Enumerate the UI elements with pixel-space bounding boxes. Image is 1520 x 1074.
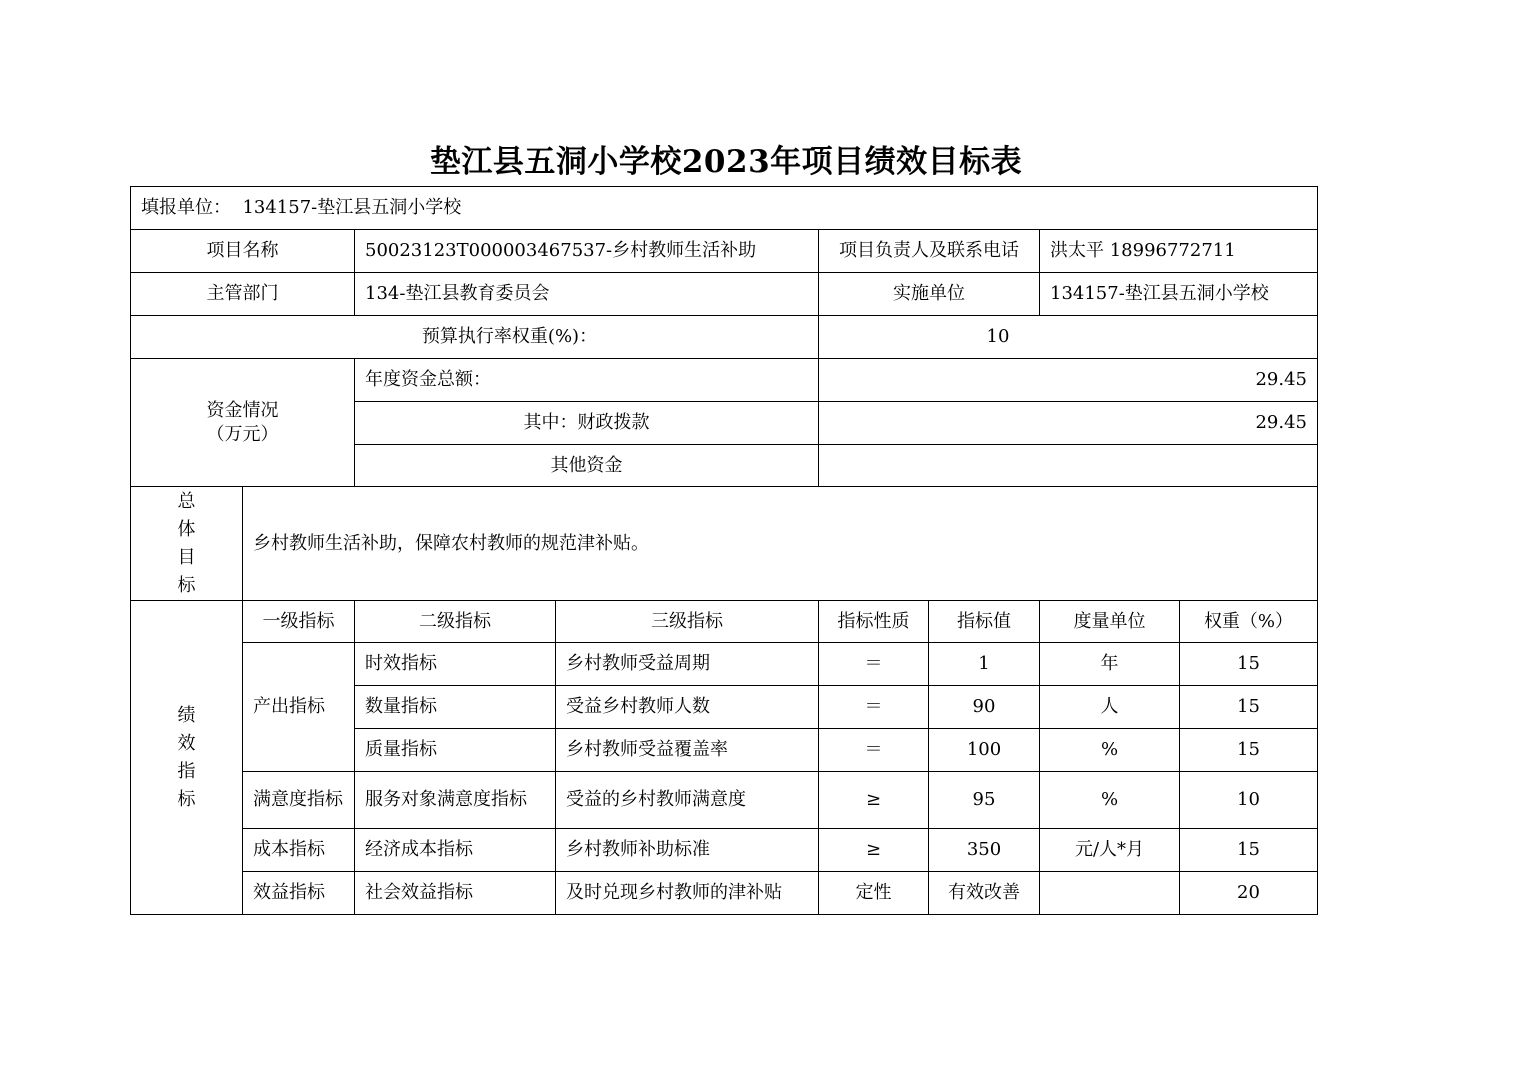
implementing-unit-label: 实施单位 [819,273,1040,316]
overall-goal-text: 乡村教师生活补助，保障农村教师的规范津补贴。 [243,487,1318,601]
overall-goal-row [131,487,1318,601]
value-cell: 有效改善 [929,872,1040,915]
performance-target-table [130,186,1318,915]
overall-goal-char: 标 [177,574,196,596]
unit-cell: 年 [1040,643,1180,686]
output-indicator-label: 产出指标 [243,643,355,772]
funds-other-label: 其他资金 [355,445,819,487]
weight-cell: 10 [1180,772,1318,829]
nature-cell: ＝ [819,643,929,686]
level2-cell: 服务对象满意度指标 [355,772,556,829]
level3-cell: 乡村教师补助标准 [556,829,819,872]
unit-cell [1040,872,1180,915]
overall-goal-char: 体 [177,518,196,540]
nature-cell: ≥ [819,829,929,872]
level3-cell: 受益乡村教师人数 [556,686,819,729]
level2-cell: 数量指标 [355,686,556,729]
overall-goal-label [131,487,243,601]
weight-cell: 15 [1180,729,1318,772]
unit-cell: % [1040,729,1180,772]
value-cell: 100 [929,729,1040,772]
funds-label [131,359,355,487]
funds-fiscal-value: 29.45 [819,402,1318,445]
weight-cell: 15 [1180,829,1318,872]
implementing-unit-value: 134157-垫江县五洞小学校 [1040,273,1318,316]
reporting-unit-label: 填报单位： [141,197,231,218]
weight-cell: 15 [1180,643,1318,686]
nature-cell: ＝ [819,686,929,729]
header-level1: 一级指标 [243,601,355,643]
level3-cell: 及时兑现乡村教师的津补贴 [556,872,819,915]
funds-total-row [131,359,1318,402]
indicators-char: 绩 [177,704,196,726]
level2-cell: 质量指标 [355,729,556,772]
budget-weight-value: 10 [819,316,1318,359]
reporting-unit-cell [131,187,1318,230]
funds-total-value: 29.45 [819,359,1318,402]
table-row [131,643,1318,686]
indicators-label [131,601,243,915]
project-name-row [131,230,1318,273]
department-label: 主管部门 [131,273,355,316]
value-cell: 1 [929,643,1040,686]
indicators-char: 标 [177,788,196,810]
value-cell: 350 [929,829,1040,872]
unit-cell: % [1040,772,1180,829]
header-unit: 度量单位 [1040,601,1180,643]
level2-cell: 时效指标 [355,643,556,686]
contact-label: 项目负责人及联系电话 [819,230,1040,273]
indicator-header-row [131,601,1318,643]
level2-cell: 社会效益指标 [355,872,556,915]
budget-weight-row [131,316,1318,359]
table-row [131,872,1318,915]
table-row [131,829,1318,872]
indicators-char: 指 [177,760,196,782]
header-level2: 二级指标 [355,601,556,643]
project-name-value: 50023123T000003467537-乡村教师生活补助 [355,230,819,273]
budget-weight-label: 预算执行率权重(%)： [131,316,819,359]
level2-cell: 经济成本指标 [355,829,556,872]
cost-indicator-label: 成本指标 [243,829,355,872]
table-row [131,772,1318,829]
level3-cell: 乡村教师受益周期 [556,643,819,686]
reporting-unit-row [131,187,1318,230]
page-title: 垫江县五洞小学校2023年项目绩效目标表 [429,144,1023,180]
contact-value: 洪太平 18996772711 [1040,230,1318,273]
weight-cell: 15 [1180,686,1318,729]
department-row [131,273,1318,316]
overall-goal-char: 总 [177,490,196,512]
header-weight: 权重（%） [1180,601,1318,643]
nature-cell: ＝ [819,729,929,772]
funds-label-line1: 资金情况 [206,399,279,421]
unit-cell: 元/人*月 [1040,829,1180,872]
overall-goal-char: 目 [177,546,196,568]
funds-other-value [819,445,1318,487]
indicators-char: 效 [177,732,196,754]
benefit-indicator-label: 效益指标 [243,872,355,915]
funds-label-line2: （万元） [206,423,279,445]
funds-fiscal-label: 其中：财政拨款 [355,402,819,445]
nature-cell: ≥ [819,772,929,829]
level3-cell: 乡村教师受益覆盖率 [556,729,819,772]
project-name-label: 项目名称 [131,230,355,273]
department-value: 134-垫江县教育委员会 [355,273,819,316]
funds-total-label: 年度资金总额： [355,359,819,402]
level3-cell: 受益的乡村教师满意度 [556,772,819,829]
value-cell: 90 [929,686,1040,729]
satisfaction-indicator-label: 满意度指标 [243,772,355,829]
header-level3: 三级指标 [556,601,819,643]
weight-cell: 20 [1180,872,1318,915]
nature-cell: 定性 [819,872,929,915]
header-value: 指标值 [929,601,1040,643]
reporting-unit-value: 134157-垫江县五洞小学校 [242,197,462,218]
value-cell: 95 [929,772,1040,829]
unit-cell: 人 [1040,686,1180,729]
header-nature: 指标性质 [819,601,929,643]
